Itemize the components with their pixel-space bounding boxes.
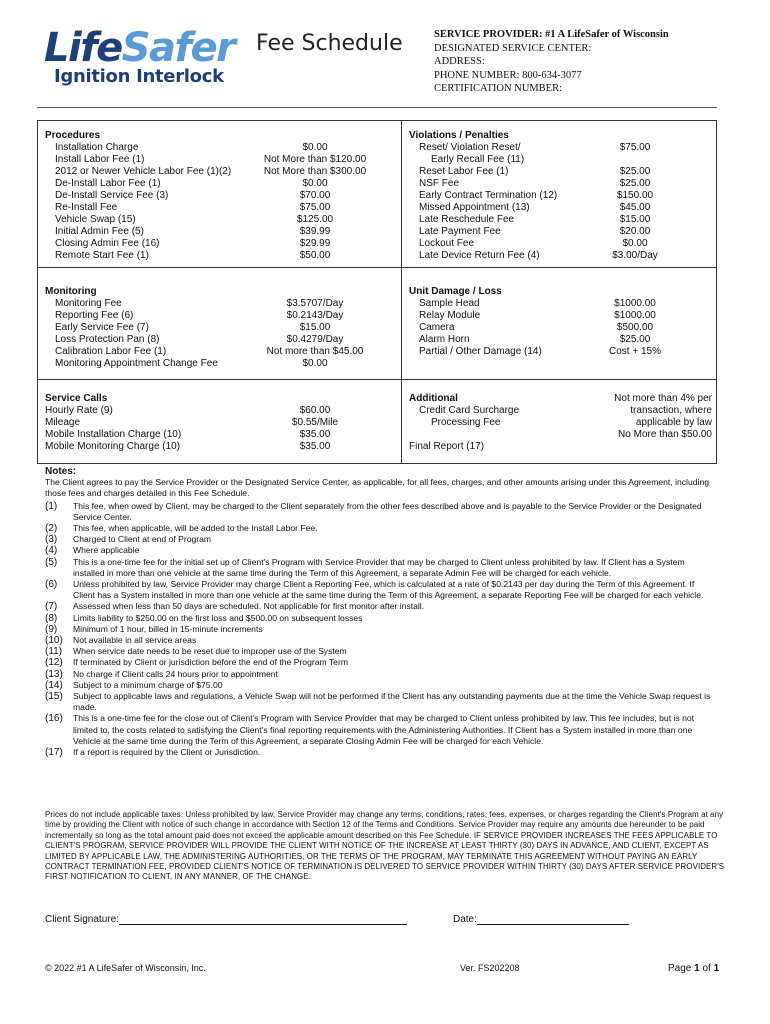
note-item: [45, 747, 717, 758]
fee-row: [45, 310, 395, 322]
fee-label: Partial / Other Damage (14): [419, 346, 542, 357]
note-text: Subject to a minimum charge of $75.00: [73, 679, 223, 690]
note-item: [45, 523, 717, 534]
fee-label: Missed Appointment (13): [419, 202, 530, 213]
note-number: (3): [45, 534, 58, 546]
section-heading: Procedures: [45, 130, 101, 141]
section-heading: Violations / Penalties: [409, 130, 509, 141]
fee-label: Loss Protection Pan (8): [55, 334, 160, 345]
fee-row: [45, 214, 395, 226]
note-number: (8): [45, 612, 58, 624]
note-text: If terminated by Client or jurisdiction before the end of the Program Term: [73, 657, 348, 668]
fee-value: $0.00: [622, 238, 648, 249]
fee-value: $25.00: [619, 334, 651, 345]
fee-label: Initial Admin Fee (5): [55, 226, 144, 237]
fee-value: $20.00: [619, 226, 651, 237]
fee-label: Monitoring Appointment Change Fee: [55, 358, 218, 369]
note-number: (16): [45, 713, 63, 725]
section-heading: Service Calls: [45, 393, 108, 404]
fee-label: Camera: [419, 322, 455, 333]
fee-label: Early Contract Termination (12): [419, 190, 558, 201]
note-number: (10): [45, 635, 63, 647]
fee-row: [45, 429, 395, 441]
fee-row: [409, 154, 709, 166]
notes-heading: Notes:: [45, 466, 77, 477]
fee-label: De-Install Service Fee (3): [55, 190, 169, 201]
page-current: 1: [694, 963, 700, 974]
fee-row: [409, 202, 709, 214]
fee-row: [409, 238, 709, 250]
page-of: of: [702, 963, 711, 974]
note-number: (2): [45, 523, 58, 535]
lifesafer-logo: [44, 26, 244, 90]
processing-fee-label: Processing Fee: [431, 417, 501, 428]
note-item: [45, 635, 717, 646]
page-total: 1: [713, 963, 720, 974]
fee-value: $125.00: [296, 214, 334, 225]
cc-value-line: transaction, where: [630, 405, 712, 416]
row-divider: [38, 267, 716, 268]
fee-label: Closing Admin Fee (16): [55, 238, 160, 249]
fee-row: [409, 226, 709, 238]
fee-label: NSF Fee: [419, 178, 460, 189]
fee-value: Not More than $300.00: [263, 166, 367, 177]
note-text: Unless prohibited by law, Service Provider may charge Client a Reporting Fee, which is calculated at a rate of $0.2143 per day during the Term of this Agreement. If Client has a System installed in more than one vehicle at the same time during the Term of this Agreement, a separate Reporting Fee will be charged for each vehicle.: [73, 579, 704, 601]
notes-intro: The Client agrees to pay the Service Provider or the Designated Service Center, as applicable, for all fees, charges, and other amounts arising under this Agreement, including those fees and charges detailed in this Fee Schedule.: [45, 477, 709, 499]
fee-value: $75.00: [299, 202, 331, 213]
fee-label: Sample Head: [419, 298, 480, 309]
date-line[interactable]: [477, 913, 629, 925]
fee-row: [45, 154, 395, 166]
fee-label: Hourly Rate (9): [45, 405, 113, 416]
fee-value: $25.00: [619, 166, 651, 177]
cc-value-line: applicable by law: [635, 417, 712, 428]
note-item: [45, 624, 717, 635]
note-item: [45, 613, 717, 624]
fee-value: $0.00: [302, 178, 328, 189]
copyright-text: © 2022 #1 A LifeSafer of Wisconsin, Inc.: [45, 963, 206, 973]
fee-value: $60.00: [299, 405, 331, 416]
fee-label: Late Reschedule Fee: [419, 214, 515, 225]
fee-value: Cost + 15%: [609, 346, 661, 357]
fee-row: [45, 334, 395, 346]
note-number: (7): [45, 601, 58, 613]
note-number: (14): [45, 679, 63, 691]
note-item: [45, 646, 717, 657]
note-text: Where applicable: [73, 545, 140, 556]
fee-value: $70.00: [299, 190, 331, 201]
note-text: Not available in all service areas: [73, 635, 197, 646]
procedures-section: [45, 130, 395, 262]
section-heading: Monitoring: [45, 286, 97, 297]
note-item: [45, 545, 717, 556]
fee-value: $50.00: [299, 250, 331, 261]
fee-value: $35.00: [299, 429, 331, 440]
column-divider: [401, 121, 402, 463]
note-number: (6): [45, 579, 58, 591]
note-text: This is a one-time fee for the close out of Client's Program with Service Provider that may be charged to Client unless prohibited by law. This fee includes, but is not limited to, the costs related to satisfying the Client's final reporting requirements with the Administering Authorities. If Client has a System installed in more than one Vehicle at the same time during the Term of this Agreement, a separate Closing Admin Fee will be charged for each Vehicle.: [73, 713, 695, 746]
fee-label: 2012 or Newer Vehicle Labor Fee (1)(2): [55, 166, 232, 177]
section-heading: Unit Damage / Loss: [409, 286, 502, 297]
fee-row: [45, 142, 395, 154]
violations-section: [409, 130, 709, 262]
fee-row: [45, 322, 395, 334]
certification-line: CERTIFICATION NUMBER:: [434, 83, 562, 94]
fee-row: [45, 226, 395, 238]
fee-row: [45, 417, 395, 429]
fee-value: $29.99: [299, 238, 331, 249]
fee-value: $1000.00: [614, 298, 656, 309]
fee-row: [409, 190, 709, 202]
fee-label: Mobile Installation Charge (10): [45, 429, 182, 440]
note-text: Charged to Client at end of Program: [73, 534, 212, 545]
page-title: Fee Schedule: [256, 31, 403, 56]
fee-label: Lockout Fee: [419, 238, 475, 249]
fee-label: Remote Start Fee (1): [55, 250, 149, 261]
fee-row: [45, 166, 395, 178]
fee-row: [45, 298, 395, 310]
date-field[interactable]: [453, 913, 629, 925]
fee-value: $15.00: [619, 214, 651, 225]
fee-value: $0.4279/Day: [286, 334, 344, 345]
fee-row: [409, 214, 709, 226]
fee-value: $0.00: [302, 142, 328, 153]
fee-value: $1000.00: [614, 310, 656, 321]
address-line: ADDRESS:: [434, 56, 485, 67]
note-text: Assessed when less than 50 days are scheduled. Not applicable for first monitor after install.: [73, 601, 425, 612]
fee-label: Alarm Horn: [419, 334, 470, 345]
designated-center-line: DESIGNATED SERVICE CENTER:: [434, 42, 592, 54]
note-number: (11): [45, 646, 63, 658]
fee-label: Early Recall Fee (11): [431, 154, 525, 165]
note-text: No charge if Client calls 24 hours prior to appointment: [73, 668, 278, 679]
note-number: (12): [45, 657, 63, 669]
note-number: (15): [45, 691, 63, 703]
fee-label: Reporting Fee (6): [55, 310, 134, 321]
cc-surcharge-label: Credit Card Surcharge: [419, 405, 520, 416]
cc-value-line: Not more than 4% per: [614, 393, 712, 404]
note-number: (13): [45, 668, 63, 680]
fee-value: $500.00: [616, 322, 654, 333]
note-item: [45, 691, 717, 713]
fee-row: [45, 238, 395, 250]
fee-label: Mileage: [45, 417, 81, 428]
service-provider-line: SERVICE PROVIDER: #1 A LifeSafer of Wisconsin: [434, 29, 669, 40]
notes-section: [45, 466, 717, 758]
fee-value: $3.5707/Day: [286, 298, 344, 309]
fee-row: [45, 190, 395, 202]
phone-line: PHONE NUMBER: 800-634-3077: [434, 69, 582, 81]
fee-row: [45, 178, 395, 190]
provider-info: [434, 28, 669, 96]
section-heading: Additional: [409, 393, 458, 404]
fee-value: $0.2143/Day: [286, 310, 344, 321]
fee-label: De-Install Labor Fee (1): [55, 178, 161, 189]
fee-label: Late Payment Fee: [419, 226, 501, 237]
fee-label: Relay Module: [419, 310, 481, 321]
note-text: Subject to applicable laws and regulations, a Vehicle Swap will not be performed if the Client has any outstanding payments due at the time the Vehicle Swap request is made.: [73, 691, 711, 713]
fee-row: [45, 202, 395, 214]
fee-row: [409, 166, 709, 178]
fee-value: $75.00: [619, 142, 651, 153]
note-number: (9): [45, 623, 58, 635]
client-signature-line[interactable]: [119, 913, 407, 925]
fee-label: Late Device Return Fee (4): [419, 250, 540, 261]
note-number: (5): [45, 556, 58, 568]
fee-row: [45, 250, 395, 262]
unit-damage-section: [409, 286, 709, 358]
fee-value: $45.00: [619, 202, 651, 213]
fee-label: Mobile Monitoring Charge (10): [45, 441, 181, 452]
page-prefix: Page: [668, 963, 692, 974]
fee-row: [409, 250, 709, 262]
note-text: Minimum of 1 hour, billed in 15-minute increments: [73, 623, 263, 634]
fee-value: $0.55/Mile: [291, 417, 339, 428]
fee-row: [45, 441, 395, 453]
page-number: [668, 963, 719, 974]
note-item: [45, 579, 717, 601]
client-signature-field[interactable]: [45, 913, 407, 925]
fee-value: Not More than $120.00: [263, 154, 367, 165]
fee-row: [45, 346, 395, 358]
cc-surcharge-value: [598, 393, 712, 441]
note-text: This fee, when owed by Client, may be charged to the Client separately from the other fees described above and is payable to the Service Provider or the Designated Service Center.: [73, 500, 702, 522]
fee-row: [45, 405, 395, 417]
note-text: This fee, when applicable, will be added to the Install Labor Fee.: [73, 523, 318, 534]
service-calls-section: [45, 393, 395, 453]
date-label: Date:: [453, 914, 477, 925]
logo-wordmark: LifeSafer: [44, 25, 235, 71]
fee-label: Monitoring Fee: [55, 298, 122, 309]
fee-row: [409, 142, 709, 154]
fee-value: $15.00: [299, 322, 331, 333]
client-signature-label: Client Signature:: [45, 914, 119, 925]
final-report-value: No More than $50.00: [618, 429, 712, 440]
fee-value: $150.00: [616, 190, 654, 201]
fee-table: [37, 120, 717, 464]
note-text: This is a one-time fee for the initial set up of Client's Program with Service Provider that may be charged to Client unless prohibited by law. If Client has a System installed in more than one vehicle at the same time during the Term of this Agreement, a separate Admin Fee will be charged for each vehicle.: [73, 556, 685, 578]
note-item: [45, 657, 717, 668]
fee-value: $0.00: [302, 358, 328, 369]
note-text: When service date needs to be reset due to improper use of the System: [73, 646, 347, 657]
fee-value: $35.00: [299, 441, 331, 452]
fee-row: [409, 346, 709, 358]
fee-value: Not more than $45.00: [266, 346, 364, 357]
fee-row: [409, 310, 709, 322]
fee-row: [409, 322, 709, 334]
note-number: (4): [45, 545, 58, 557]
note-text: If a report is required by the Client or Jurisdiction.: [73, 747, 261, 758]
fee-label: Vehicle Swap (15): [55, 214, 136, 225]
note-item: [45, 501, 717, 523]
header-divider: [37, 107, 717, 108]
note-number: (17): [45, 747, 63, 759]
note-item: [45, 601, 717, 612]
fee-label: Install Labor Fee (1): [55, 154, 145, 165]
fee-label: Reset/ Violation Reset/: [419, 142, 521, 153]
fee-row: [409, 298, 709, 310]
note-text: Limits liability to $250.00 on the first loss and $500.00 on subsequent losses: [73, 612, 363, 623]
fee-value: $39.99: [299, 226, 331, 237]
fee-value: $25.00: [619, 178, 651, 189]
fee-label: Reset Labor Fee (1): [419, 166, 509, 177]
fee-row: [409, 178, 709, 190]
note-number: (1): [45, 500, 58, 512]
note-item: [45, 713, 717, 747]
row-divider: [38, 379, 716, 380]
fee-label: Re-Install Fee: [55, 202, 118, 213]
version-text: Ver. FS202208: [460, 963, 520, 973]
fee-row: [409, 334, 709, 346]
note-item: [45, 669, 717, 680]
fine-print: Prices do not include applicable taxes. Unless prohibited by law, Service Provider may change any terms, conditions, rates, fees, expenses, or charges regarding the Client's Program at any time by providing the Client with notice of such change in accordance with Section 12 of the Terms and Conditions. Service Provider may require any amounts due hereunder to be paid incrementally so long as the total amount paid does not exceed the applicable amount described on this Fee Schedule. IF SERVICE PROVIDER INCREASES THE FEES APPLICABLE TO CLIENT'S PROGRAM, SERVICE PROVIDER WILL PROVIDE THE CLIENT WITH NOTICE OF THE INCREASE AT LEAST THIRTY (30) DAYS IN ADVANCE, AND CLIENT, EXCEPT AS LIMITED BY APPLICABLE LAW, THE ADMINISTERING AUTHORITIES, OR THE TERMS OF THE PROGRAM, MAY TERMINATE THIS AGREEMENT WITHOUT PAYING AN EARLY CONTRACT TERMINATION FEE, PROVIDED CLIENT'S NOTICE OF TERMINATION IS DELIVERED TO SERVICE PROVIDER WITHIN THIRTY (30) DAYS AFTER SERVICE PROVIDER'S FIRST NOTIFICATION TO CLIENT, IN ANY MANNER, OF THE CHANGE.: [45, 810, 725, 882]
fee-value: $3.00/Day: [612, 250, 658, 261]
final-report-label: Final Report (17): [409, 441, 485, 452]
logo-subtitle: Ignition Interlock: [54, 66, 224, 87]
note-item: [45, 534, 717, 545]
fee-row: [45, 358, 395, 370]
note-item: [45, 557, 717, 579]
note-item: [45, 680, 717, 691]
monitoring-section: [45, 286, 395, 370]
fee-label: Early Service Fee (7): [55, 322, 149, 333]
fee-label: Installation Charge: [55, 142, 139, 153]
fee-label: Calibration Labor Fee (1): [55, 346, 167, 357]
